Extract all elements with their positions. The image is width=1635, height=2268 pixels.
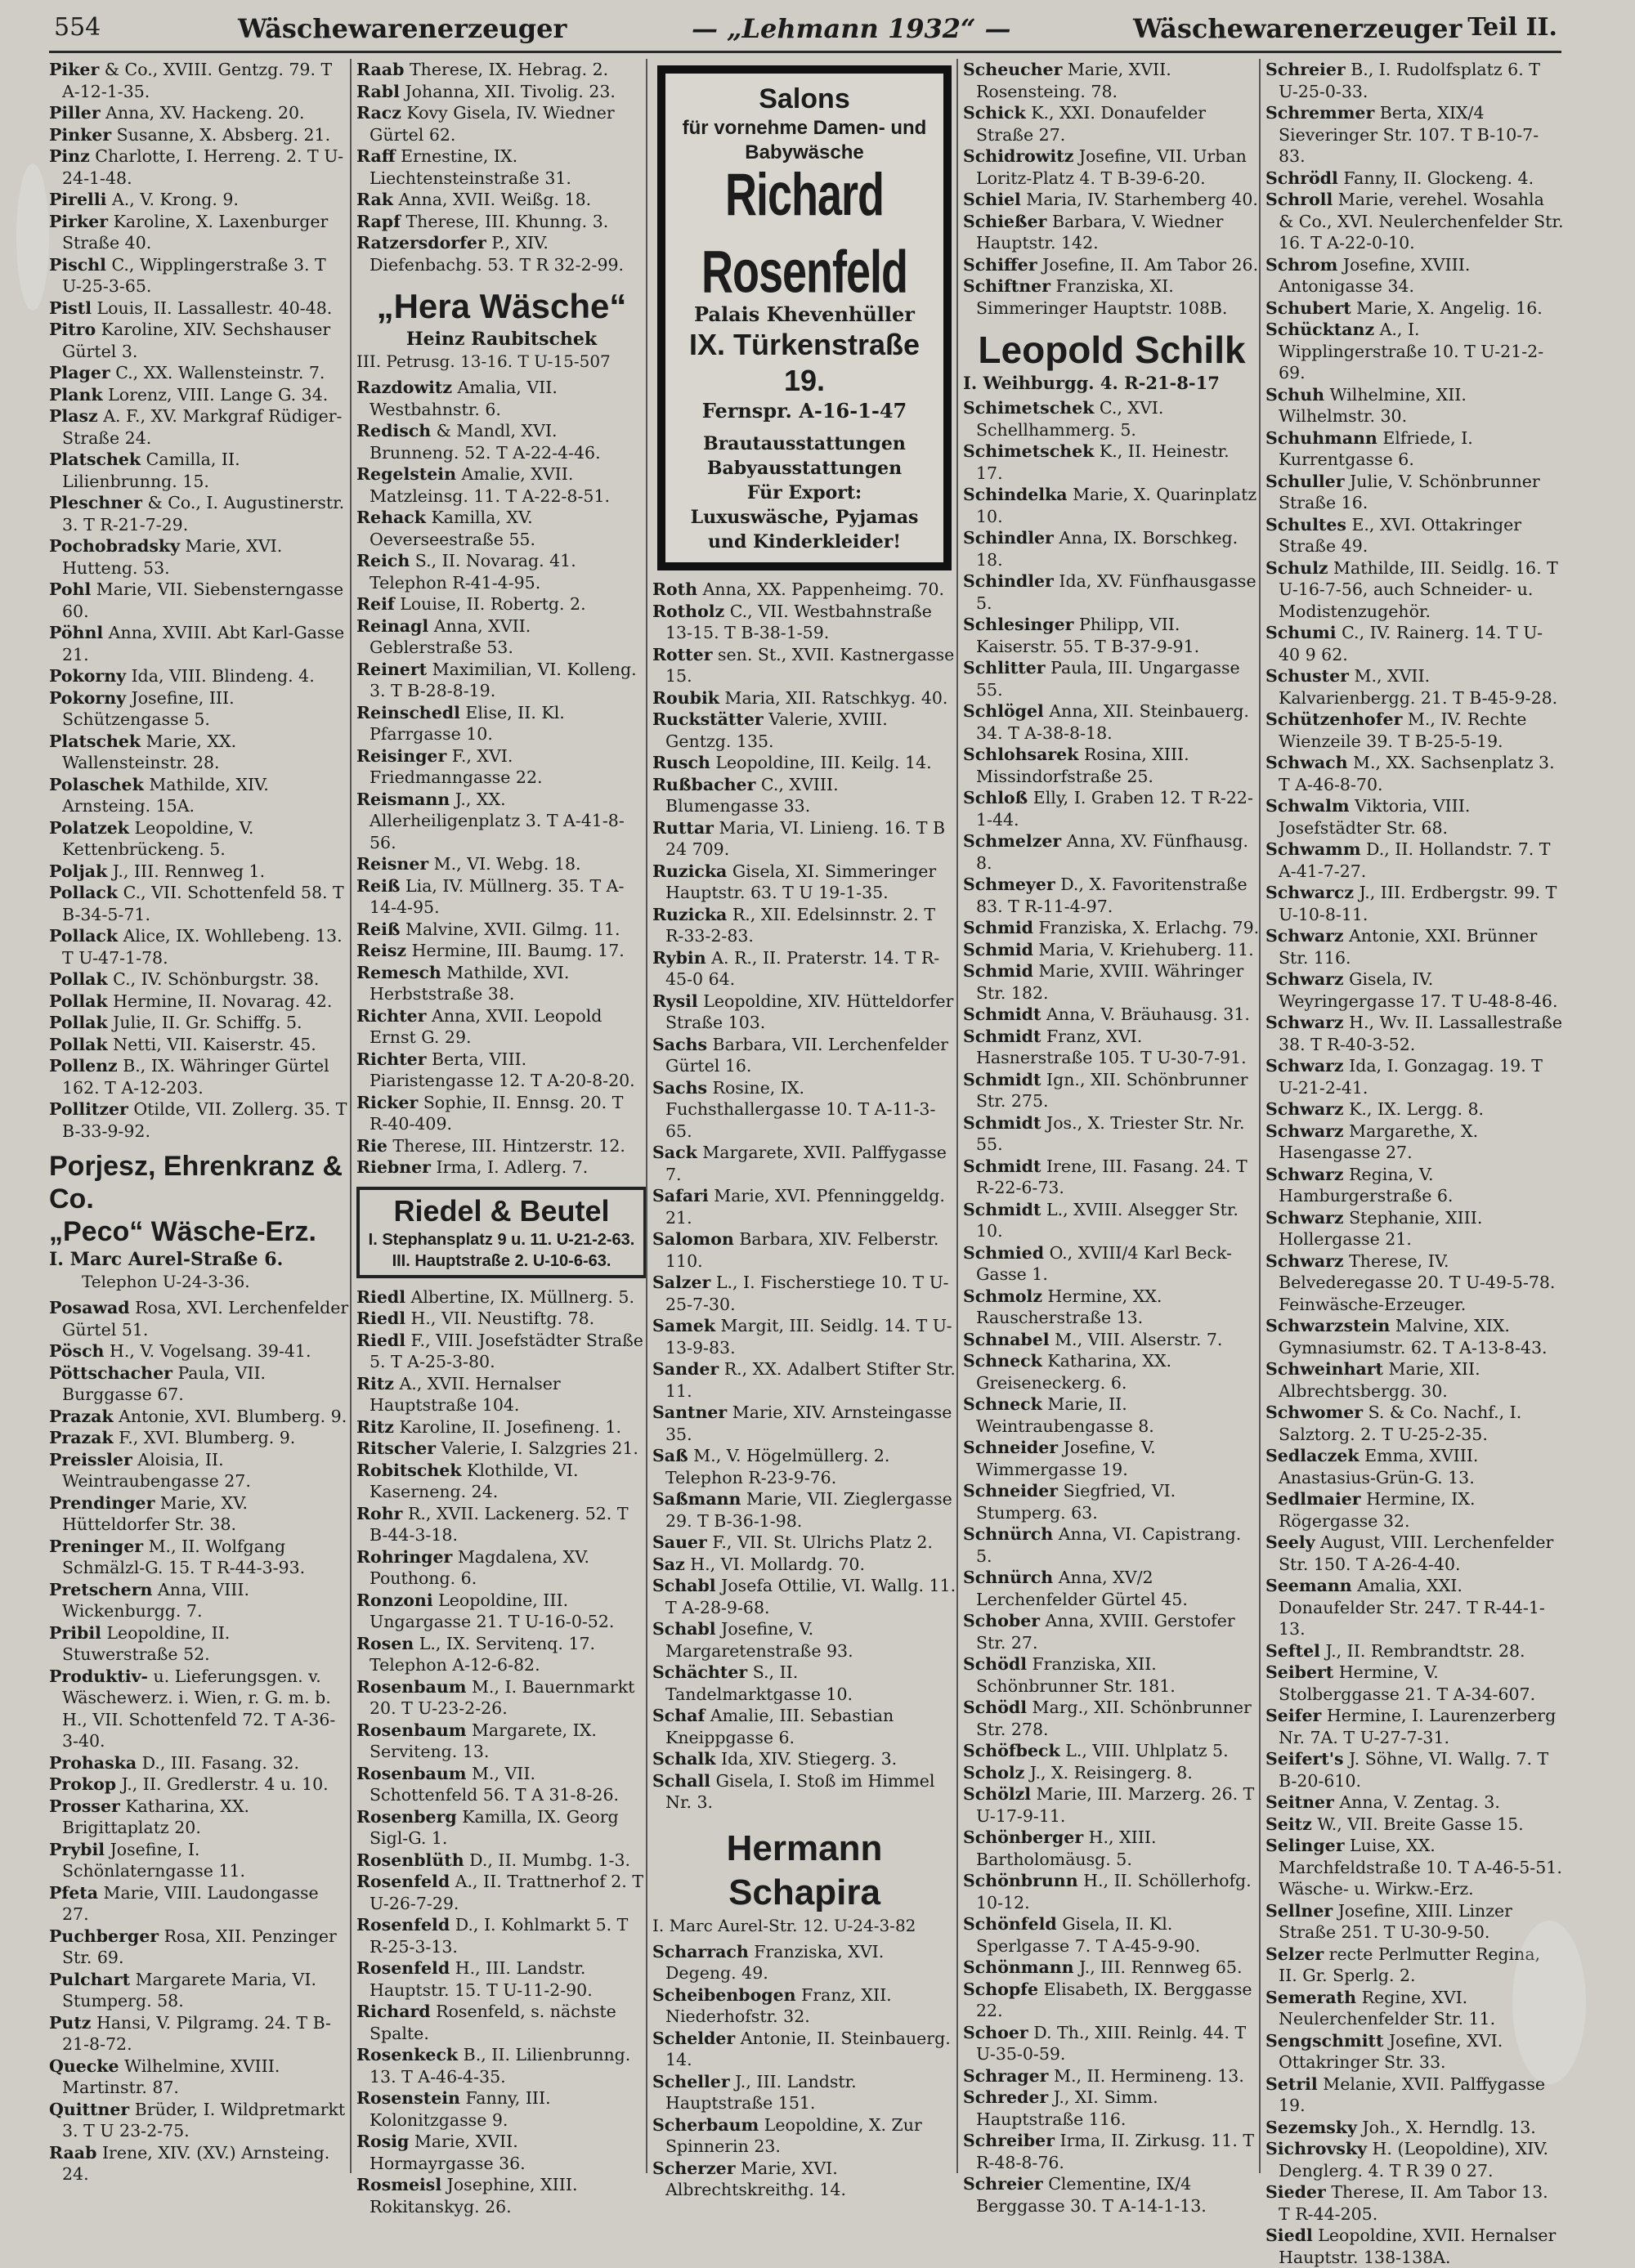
directory-entry: Pinker Susanne, X. Absberg. 21. [49, 124, 331, 145]
directory-entry: Schreiber Irma, II. Zirkusg. 11. T R-48-8-76. [963, 2131, 1255, 2172]
directory-entry: Schrager M., II. Hermineng. 13. [963, 2065, 1244, 2086]
directory-entry: Roubik Maria, XII. Ratschkyg. 40. [652, 687, 948, 708]
directory-entry: Rosmeisl Josephine, XIII. Rokitanskyg. 26. [356, 2175, 578, 2217]
ad-schapira-title: Hermann Schapira [726, 1827, 883, 1912]
directory-entry: Sichrovsky H. (Leopoldine), XIV. Denglerg. 4. T R 39 0 27. [1265, 2139, 1549, 2181]
directory-entry: Schulz Mathilde, III. Seidlg. 16. T U-16-7-56, auch Schneider- u. Modistenzugehör. [1265, 557, 1558, 621]
directory-entry: Ruckstätter Valerie, XVIII. Gentzg. 135. [652, 709, 888, 751]
ad-salons-line4: Brautausstattungen Babyausstattungen [703, 433, 906, 479]
directory-entry: Raff Ernestine, IX. Liechtensteinstraße 31. [356, 146, 571, 188]
directory-entry: Reif Louise, II. Robertg. 2. [356, 594, 586, 614]
page-number: 554 [54, 13, 101, 42]
directory-entry: Ritz A., XVII. Hernalser Hauptstraße 104. [356, 1373, 561, 1415]
directory-entry: Pirelli A., V. Krong. 9. [49, 190, 239, 209]
directory-entry: Semerath Regine, XVI. Neulerchenfelder Str. 11. [1265, 1987, 1496, 2029]
directory-entry: Schlohsarek Rosina, XIII. Missindorfstraße 25. [963, 745, 1189, 786]
ad-peco-line3: I. Marc Aurel-Straße 6. [49, 1249, 284, 1270]
directory-entry: Sander R., XX. Adalbert Stifter Str. 11. [652, 1359, 956, 1401]
directory-entry: Rie Therese, III. Hintzerstr. 12. [356, 1135, 625, 1156]
directory-entry: Schrödl Fanny, II. Glockeng. 4. [1265, 168, 1534, 188]
directory-entry: Schalk Ida, XIV. Stiegerg. 3. [652, 1749, 898, 1769]
directory-entry: Saß M., V. Högelmüllerg. 2. Telephon R-23-9-76. [652, 1446, 890, 1487]
directory-entry: Riedl H., VII. Neustiftg. 78. [356, 1308, 595, 1328]
directory-entry: Schmidt Anna, V. Bräuhausg. 31. [963, 1004, 1250, 1024]
directory-entry: Ruzicka R., XII. Edelsinnstr. 2. T R-33-2-83. [652, 904, 936, 946]
directory-entry: Sezemsky Joh., X. Herndlg. 13. [1265, 2117, 1536, 2137]
directory-entry: Platschek Camilla, II. Lilienbrunng. 15. [49, 450, 240, 491]
directory-entry: Remesch Mathilde, XVI. Herbststraße 38. [356, 962, 570, 1004]
directory-entry: Regelstein Amalie, XVII. Matzleinsg. 11. T A-22-8-51. [356, 464, 610, 506]
directory-entry: Ronzoni Leopoldine, III. Ungargasse 21. T U-16-0-52. [356, 1590, 615, 1631]
directory-entry: Schelder Antonie, II. Steinbauerg. 14. [652, 2028, 951, 2069]
directory-entry: Pistl Louis, II. Lassallestr. 40-48. [49, 297, 333, 318]
directory-entry: Schwarz Gisela, IV. Weyringergasse 17. T U-48-8-46. [1265, 969, 1558, 1011]
directory-entry: Putz Hansi, V. Pilgramg. 24. T B-21-8-72. [49, 2012, 331, 2054]
directory-entry: Rosenfeld H., III. Landstr. Hauptstr. 15. T U-11-2-90. [356, 1958, 593, 2000]
directory-entry: Polatzek Leopoldine, V. Kettenbrückeng. 5. [49, 817, 254, 859]
directory-entry: Schimetschek K., II. Heinestr. 17. [963, 441, 1230, 483]
directory-entry: Schwomer S. & Co. Nachf., I. Salztorg. 2. T U-25-2-35. [1265, 1402, 1522, 1444]
directory-entry: Seibert Hermine, V. Stolberggasse 21. T A-34-607. [1265, 1662, 1536, 1704]
directory-entry: Schölzl Marie, III. Marzerg. 26. T U-17-9-11. [963, 1784, 1255, 1826]
directory-entry: Platschek Marie, XX. Wallensteinstr. 28. [49, 731, 237, 772]
directory-entry: Redisch & Mandl, XVI. Brunneng. 52. T A-22-4-46. [356, 421, 601, 463]
directory-entry: Preninger M., II. Wolfgang Schmälzl-G. 15. T R-44-3-93. [49, 1536, 306, 1577]
directory-entry: Siedl Leopoldine, XVII. Hernalser Hauptstr. 138-138A. [1265, 2226, 1557, 2267]
directory-entry: Quittner Brüder, I. Wildpretmarkt 3. T U 23-2-75. [49, 2099, 346, 2141]
directory-entry: Sedlmaier Hermine, IX. Rögergasse 32. [1265, 1489, 1476, 1531]
directory-entry: Schwarz Antonie, XXI. Brünner Str. 116. [1265, 926, 1538, 968]
directory-entry: Salomon Barbara, XIV. Felberstr. 110. [652, 1229, 939, 1271]
directory-entry: Pischl C., Wipplingerstraße 3. T U-25-3-65. [49, 254, 326, 296]
directory-entry: Rußbacher C., XVIII. Blumengasse 33. [652, 774, 839, 816]
ad-hera-owner: Heinz Raubitschek [405, 329, 598, 350]
directory-entry: Seifer Hermine, I. Laurenzerberg Nr. 7A. T U-27-7-31. [1265, 1706, 1557, 1747]
header-center-title: — „Lehmann 1932“ — [692, 13, 1011, 44]
page-header [54, 8, 1557, 47]
directory-entry: Rysil Leopoldine, XIV. Hütteldorfer Straße 103. [652, 991, 954, 1032]
directory-entry: Rosenberg Kamilla, IX. Georg Sigl-G. 1. [356, 1806, 619, 1848]
directory-entry: Schwarz Margarethe, X. Hasengasse 27. [1265, 1121, 1479, 1162]
directory-entry: Puchberger Rosa, XII. Penzinger Str. 69. [49, 1926, 337, 1967]
directory-entry: Scherbaum Leopoldine, X. Zur Spinnerin 23. [652, 2114, 922, 2156]
directory-entry: Produktiv- u. Lieferungsgen. v. Wäschewerz. i. Wien, r. G. m. b. H., VII. Schottenfeld 72. T A-36-3-40. [49, 1666, 336, 1751]
directory-entry: Selinger Luise, XX. Marchfeldstraße 10. T A-46-5-51. Wäsche- u. Wirkw.-Erz. [1265, 1836, 1562, 1899]
directory-entry: Ritscher Valerie, I. Salzgries 21. [356, 1438, 638, 1458]
directory-entry: Schwarz Therese, IV. Belvederegasse 20. T U-49-5-78. Feinwäsche-Erzeuger. [1265, 1250, 1556, 1314]
ad-hera-address: III. Petrusg. 13-16. T U-15-507 [356, 351, 611, 371]
directory-entry: Schlögel Anna, XII. Steinbauerg. 34. T A-38-8-18. [963, 701, 1249, 743]
directory-entry: Ruttar Maria, VI. Linieng. 16. T B 24 709. [652, 817, 946, 859]
directory-entry: Pöttschacher Paula, VII. Burggasse 67. [49, 1362, 267, 1404]
directory-entry: Raab Irene, XIV. (XV.) Arnsteing. 24. [49, 2142, 330, 2184]
directory-entry: Scheibenbogen Franz, XII. Niederhofstr. 32. [652, 1984, 892, 2026]
directory-entry: Schreier B., I. Rudolfsplatz 6. T U-25-0-33. [1265, 60, 1540, 101]
directory-entry: Schiffer Josefine, II. Am Tabor 26. [963, 254, 1259, 275]
directory-entry: Reisz Hermine, III. Baumg. 17. [356, 941, 625, 960]
directory-entry: Schreder J., XI. Simm. Hauptstraße 116. [963, 2087, 1158, 2129]
directory-entry: Schreier Clementine, IX/4 Berggasse 30. T A-14-1-13. [963, 2174, 1207, 2216]
ad-salons-line1: Salons [759, 83, 850, 114]
directory-entry: Pollak Julie, II. Gr. Schiffg. 5. [49, 1013, 302, 1032]
directory-entry: Pleschner & Co., I. Augustinerstr. 3. T R-21-7-29. [49, 493, 345, 535]
directory-entry: Schiftner Franziska, XI. Simmeringer Hauptstr. 108B. [963, 276, 1228, 318]
directory-entry: Pochobradsky Marie, XVI. Hutteng. 53. [49, 536, 283, 578]
directory-entry: Piker & Co., XVIII. Gentzg. 79. T A-12-1-35. [49, 60, 333, 101]
directory-entry: Schnürch Anna, XV/2 Lerchenfelder Gürtel 45. [963, 1568, 1188, 1609]
directory-entry: Rabl Johanna, XII. Tivolig. 23. [356, 81, 616, 101]
directory-entry: Reich S., II. Novarag. 41. Telephon R-41-4-95. [356, 551, 576, 593]
directory-entry: Seemann Amalia, XXI. Donaufelder Str. 247. T R-44-1-13. [1265, 1576, 1545, 1639]
directory-entry: Sedlaczek Emma, XVIII. Anastasius-Grün-G. 13. [1265, 1446, 1479, 1487]
directory-entry: Seitz W., VII. Breite Gasse 15. [1265, 1814, 1524, 1834]
directory-entry: Schwalm Viktoria, VIII. Josefstädter Str. 68. [1265, 796, 1471, 838]
directory-entry: Schwarzstein Malvine, XIX. Gymnasiumstr. 62. T A-13-8-43. [1265, 1316, 1548, 1358]
directory-entry: Schönmann J., III. Rennweg 65. [963, 1957, 1243, 1977]
directory-entry: Pollack C., VII. Schottenfeld 58. T B-34-5-71. [49, 883, 344, 924]
directory-entry: Schidrowitz Josefine, VII. Urban Loritz-Platz 4. T B-39-6-20. [963, 146, 1247, 188]
directory-entry: Pribil Leopoldine, II. Stuwerstraße 52. [49, 1622, 231, 1664]
directory-entry: Seitner Anna, V. Zentag. 3. [1265, 1792, 1500, 1812]
directory-entry: Riedl F., VIII. Josefstädter Straße 5. T A-25-3-80. [356, 1330, 643, 1371]
directory-entry: Samek Margit, III. Seidlg. 14. T U-13-9-83. [652, 1316, 952, 1358]
directory-entry: Schwach M., XX. Sachsenplatz 3. T A-46-8-70. [1265, 753, 1555, 794]
directory-entry: Schützenhofer M., IV. Rechte Wienzeile 39. T B-25-5-19. [1265, 709, 1527, 751]
header-left-title: Wäschewarenerzeuger [238, 13, 567, 44]
directory-entry: Ricker Sophie, II. Ennsg. 20. T R-40-409. [356, 1092, 624, 1134]
directory-entry: Schmidt L., XVIII. Alsegger Str. 10. [963, 1199, 1239, 1241]
directory-entry: Rapf Therese, III. Khunng. 3. [356, 211, 609, 231]
directory-entry: Polaschek Mathilde, XIV. Arnsteing. 15A. [49, 774, 269, 816]
directory-entry: Saßmann Marie, VII. Zieglergasse 29. T B-36-1-98. [652, 1489, 952, 1531]
directory-entry: Schiel Maria, IV. Starhemberg 40. [963, 190, 1258, 209]
directory-entry: Schücktanz A., I. Wipplingerstraße 10. T U-21-2-69. [1265, 320, 1544, 382]
ad-salons-line3: Palais Khevenhüller [694, 302, 915, 326]
directory-entry: Rosig Marie, XVII. Hormayrgasse 36. [356, 2132, 526, 2173]
directory-entry: Scharrach Franziska, XVI. Degeng. 49. [652, 1941, 885, 1983]
directory-entry: Rotter sen. St., XVII. Kastnergasse 15. [652, 644, 955, 686]
directory-entry: Prazak F., XVI. Blumberg. 9. [49, 1428, 296, 1447]
directory-entry: Schöfbeck L., VIII. Uhlplatz 5. [963, 1741, 1229, 1760]
directory-entry: Schubert Marie, X. Angelig. 16. [1265, 297, 1543, 318]
paper-scuff [16, 163, 49, 311]
directory-entry: Pokorny Ida, VIII. Blindeng. 4. [49, 666, 315, 686]
directory-entry: Schuhmann Elfriede, I. Kurrentgasse 6. [1265, 427, 1473, 469]
directory-entry: Schmied O., XVIII/4 Karl Beck-Gasse 1. [963, 1242, 1232, 1284]
directory-entry: Pitro Karoline, XIV. Sechshauser Gürtel 3. [49, 320, 331, 361]
directory-entry: Pöhnl Anna, XVIII. Abt Karl-Gasse 21. [49, 623, 345, 664]
ad-schilk-title: Leopold Schilk [978, 329, 1246, 371]
directory-entry: Schindelka Marie, X. Quarinplatz 10. [963, 485, 1257, 526]
column-4 [956, 59, 1261, 2216]
ad-riedel-line1: I. Stephansplatz 9 u. 11. U-21-2-63. [368, 1230, 635, 1249]
directory-entry: Seely August, VIII. Lerchenfelder Str. 150. T A-26-4-40. [1265, 1532, 1554, 1574]
ad-salons-line2: für vornehme Damen- und Babywäsche [682, 117, 927, 163]
directory-entry: Pretschern Anna, VIII. Wickenburgg. 7. [49, 1579, 250, 1621]
directory-entry: Safari Marie, XVI. Pfenninggeldg. 21. [652, 1186, 945, 1228]
directory-entry: Schmid Marie, XVIII. Währinger Str. 182. [963, 961, 1244, 1003]
directory-entry: Seifert's J. Söhne, VI. Wallg. 7. T B-20-610. [1265, 1749, 1549, 1791]
header-part: Teil II. [1467, 13, 1557, 42]
directory-entry: Rusch Leopoldine, III. Keilg. 14. [652, 753, 932, 772]
directory-entry: Reiß Lia, IV. Müllnerg. 35. T A-14-4-95. [356, 875, 625, 917]
directory-entry: Schloß Elly, I. Graben 12. T R-22-1-44. [963, 788, 1253, 830]
directory-entry: Robitschek Klothilde, VI. Kaserneng. 24. [356, 1460, 579, 1501]
ad-riedel [356, 1187, 647, 1278]
directory-entry: Schwarz Ida, I. Gonzagag. 19. T U-21-2-41. [1265, 1056, 1543, 1098]
directory-entry: Rosenkeck B., II. Lilienbrunng. 13. T A-46-4-35. [356, 2045, 631, 2087]
directory-entry: Rohringer Magdalena, XV. Pouthong. 6. [356, 1546, 589, 1588]
directory-entry: Schönfeld Gisela, II. Kl. Sperlgasse 7. T A-45-9-90. [963, 1914, 1201, 1956]
header-rule [49, 51, 1561, 53]
directory-entry: Scholz J., X. Reisingerg. 8. [963, 1762, 1193, 1783]
directory-entry: Roth Anna, XX. Pappenheimg. 70. [652, 579, 945, 599]
directory-entry: Sauer F., VII. St. Ulrichs Platz 2. [652, 1532, 933, 1552]
directory-entry: Pollak C., IV. Schönburgstr. 38. [49, 969, 320, 989]
directory-entry: Rosen L., IX. Servitenq. 17. Telephon A-12-6-82. [356, 1633, 596, 1675]
directory-entry: Reisner M., VI. Webg. 18. [356, 854, 581, 874]
directory-entry: Schnabel M., VIII. Alserstr. 7. [963, 1329, 1223, 1349]
ad-salons-address: IX. Türkenstraße 19. [688, 328, 921, 397]
directory-entry: Raab Therese, IX. Hebrag. 2. [356, 60, 609, 79]
directory-entry: Schwarz H., Wv. II. Lassallestraße 38. T R-40-3-52. [1265, 1013, 1562, 1054]
ad-riedel-line2: III. Hauptstraße 2. U-10-6-63. [392, 1251, 611, 1270]
directory-entry: Schindler Ida, XV. Fünfhausgasse 5. [963, 571, 1256, 613]
ad-salons-inner [665, 74, 943, 562]
directory-entry: Schmidt Irene, III. Fasang. 24. T R-22-6-73. [963, 1156, 1248, 1197]
directory-entry: Sieder Therese, II. Am Tabor 13. T R-44-205. [1265, 2182, 1548, 2224]
directory-entry: Riedl Albertine, IX. Müllnerg. 5. [356, 1286, 634, 1307]
directory-entry: Richter Anna, XVII. Leopold Ernst G. 29. [356, 1005, 602, 1047]
directory-entry: Schuster M., XVII. Kalvarienbergg. 21. T B-45-9-28. [1265, 666, 1558, 708]
directory-entry: Schmidt Franz, XVI. Hasnerstraße 105. T U-30-7-91. [963, 1026, 1247, 1067]
directory-entry: Schmidt Jos., X. Triester Str. Nr. 55. [963, 1112, 1245, 1154]
directory-entry: Schmolz Hermine, XX. Rauscherstraße 13. [963, 1286, 1162, 1327]
directory-entry: Posawad Rosa, XVI. Lerchenfelder Gürtel 51. [49, 1298, 349, 1340]
directory-entry: Richter Berta, VIII. Piaristengasse 12. T A-20-8-20. [356, 1049, 635, 1090]
directory-entry: Pfeta Marie, VIII. Laudongasse 27. [49, 1882, 319, 1924]
ad-peco [49, 1150, 350, 1292]
directory-entry: Rosenstein Fanny, III. Kolonitzgasse 9. [356, 2088, 551, 2130]
directory-entry: Schwarz Stephanie, XIII. Hollergasse 21. [1265, 1207, 1483, 1249]
directory-entry: Selzer recte Perlmutter Regina, II. Gr. Sperlg. 2. [1265, 1944, 1541, 1985]
directory-entry: Schopfe Elisabeth, IX. Berggasse 22. [963, 1979, 1252, 2020]
directory-entry: Ruzicka Gisela, XI. Simmeringer Hauptstr. 63. T U 19-1-35. [652, 861, 937, 902]
directory-entry: Pohl Marie, VII. Siebensterngasse 60. [49, 579, 344, 621]
directory-entry: Schuh Wilhelmine, XII. Wilhelmstr. 30. [1265, 384, 1467, 426]
column-2 [350, 59, 647, 2217]
directory-entry: Ratzersdorfer P., XIV. Diefenbachg. 53. T R 32-2-99. [356, 233, 625, 275]
directory-entry: Schächter S., II. Tandelmarktgasse 10. [652, 1662, 853, 1704]
directory-entry: Preissler Aloisia, II. Weintraubengasse 27. [49, 1449, 251, 1491]
directory-entry: Scheller J., III. Landstr. Hauptstraße 151. [652, 2071, 857, 2113]
directory-entry: Schönberger H., XIII. Bartholomäusg. 5. [963, 1827, 1157, 1869]
directory-entry: Scherzer Marie, XVI. Albrechtskreithg. 14. [652, 2158, 846, 2199]
directory-entry: Pollak Netti, VII. Kaiserstr. 45. [49, 1034, 316, 1054]
directory-entry: Schimetschek C., XVI. Schellhammerg. 5. [963, 398, 1164, 440]
ad-salons-name: Richard Rosenfeld [701, 162, 908, 306]
directory-entry: Schweinhart Marie, XII. Albrechtsbergg. 30. [1265, 1359, 1480, 1401]
directory-entry: Plager C., XX. Wallensteinstr. 7. [49, 363, 325, 382]
directory-entry: Rosenfeld A., II. Trattnerhof 2. T U-26-7-29. [356, 1872, 643, 1913]
directory-entry: Seftel J., II. Rembrandtstr. 28. [1265, 1640, 1525, 1661]
directory-entry: Schmelzer Anna, XV. Fünfhausg. 8. [963, 831, 1249, 873]
directory-entry: Schlitter Paula, III. Ungargasse 55. [963, 658, 1240, 700]
directory-entry: Schmid Maria, V. Kriehuberg. 11. [963, 939, 1254, 960]
directory-entry: Setril Melanie, XVII. Palffygasse 19. [1265, 2073, 1545, 2115]
directory-entry: Pollitzer Otilde, VII. Zollerg. 35. T B-33-9-92. [49, 1099, 347, 1141]
ad-salons-line6: Luxuswäsche, Pyjamas und Kinderkleider! [690, 507, 919, 552]
directory-entry: Sachs Rosine, IX. Fuchsthallergasse 10. T A-11-3-65. [652, 1077, 936, 1141]
ad-schapira-address: I. Marc Aurel-Str. 12. U-24-3-82 [652, 1915, 916, 1935]
directory-entry: Schneider Siegfried, VI. Stumperg. 63. [963, 1481, 1176, 1523]
directory-entry: Schrom Josefine, XVIII. Antonigasse 34. [1265, 254, 1471, 296]
directory-entry: Plank Lorenz, VIII. Lange G. 34. [49, 384, 329, 405]
ad-schapira [652, 1827, 956, 1936]
directory-entry: Sack Margarete, XVII. Palffygasse 7. [652, 1143, 947, 1184]
ad-peco-line4: Telephon U-24-3-36. [82, 1272, 250, 1291]
directory-entry: Reiß Malvine, XVII. Gilmg. 11. [356, 919, 620, 939]
ad-schilk [963, 327, 1261, 394]
directory-entry: Schumi C., IV. Rainerg. 14. T U-40 9 62. [1265, 623, 1543, 664]
directory-entry: Plasz A. F., XV. Markgraf Rüdiger-Straße 24. [49, 406, 343, 448]
directory-entry: Reisinger F., XVI. Friedmanngasse 22. [356, 745, 543, 787]
directory-entry: Riebner Irma, I. Adlerg. 7. [356, 1157, 589, 1177]
directory-entry: Prazak Antonie, XVI. Blumberg. 9. [49, 1406, 347, 1426]
directory-entry: Rosenbaum Margarete, IX. Serviteng. 13. [356, 1720, 597, 1761]
directory-entry: Saz H., VI. Mollardg. 70. [652, 1554, 865, 1574]
directory-entry: Schultes E., XVI. Ottakringer Straße 49. [1265, 514, 1522, 556]
directory-entry: Schabl Josefa Ottilie, VI. Wallg. 11. T A-28-9-68. [652, 1576, 956, 1617]
directory-entry: Quecke Wilhelmine, XVIII. Martinstr. 87. [49, 2056, 280, 2097]
directory-entry: Prokop J., II. Gredlerstr. 4 u. 10. [49, 1774, 329, 1794]
directory-entry: Reinagl Anna, XVII. Geblerstraße 53. [356, 615, 531, 657]
directory-entry: Richard Rosenfeld, s. nächste Spalte. [356, 2002, 616, 2043]
directory-entry: Rosenblüth D., II. Mumbg. 1-3. [356, 1850, 631, 1870]
directory-entry: Sellner Josefine, XIII. Linzer Straße 251. T U-30-9-50. [1265, 1900, 1512, 1942]
directory-entry: Schwarz Regina, V. Hamburgerstraße 6. [1265, 1164, 1454, 1206]
directory-entry: Schönbrunn H., II. Schöllerhofg. 10-12. [963, 1871, 1252, 1912]
directory-entry: Rohr R., XVII. Lackenerg. 52. T B-44-3-18. [356, 1503, 629, 1545]
ad-salons [657, 65, 952, 570]
directory-entry: Pulchart Margarete Maria, VI. Stumperg. 58. [49, 1969, 316, 2011]
directory-entry: Prendinger Marie, XV. Hütteldorfer Str. 38. [49, 1492, 248, 1534]
column-5 [1259, 59, 1564, 2267]
ad-hera [356, 285, 647, 372]
directory-entry: Schmidt Ign., XII. Schönbrunner Str. 275. [963, 1069, 1248, 1111]
directory-entry: Pirker Karoline, X. Laxenburger Straße 40. [49, 211, 329, 253]
directory-entry: Scheucher Marie, XVII. Rosensteing. 78. [963, 60, 1171, 101]
column-3 [646, 59, 956, 2199]
directory-entry: Schneck Katharina, XX. Greiseneckerg. 6. [963, 1351, 1172, 1393]
directory-entry: Schabl Josefine, V. Margaretenstraße 93. [652, 1619, 853, 1661]
ad-salons-line5: Für Export: [746, 482, 862, 503]
directory-entry: Salzer L., I. Fischerstiege 10. T U-25-7-30. [652, 1273, 949, 1314]
directory-entry: Schwarz K., IX. Lergg. 8. [1265, 1099, 1485, 1119]
directory-entry: Rybin A. R., II. Praterstr. 14. T R-45-0 64. [652, 947, 940, 989]
directory-entry: Ritz Karoline, II. Josefineng. 1. [356, 1416, 621, 1437]
directory-entry: Pösch H., V. Vogelsang. 39-41. [49, 1341, 311, 1361]
ad-peco-line1: Porjesz, Ehrenkranz & Co. [49, 1151, 343, 1215]
directory-entry: Poljak J., III. Rennweg 1. [49, 861, 266, 881]
directory-entry: Piller Anna, XV. Hackeng. 20. [49, 103, 305, 123]
directory-entry: Schroll Marie, verehel. Wosahla & Co., XVI. Neulerchenfelder Str. 16. T A-22-0-10. [1265, 190, 1564, 253]
directory-entry: Rosenbaum M., VII. Schottenfeld 56. T A 31-8-26. [356, 1763, 620, 1805]
column-1 [49, 59, 350, 2184]
directory-entry: Schödl Franziska, XII. Schönbrunner Str. 181. [963, 1654, 1176, 1696]
directory-entry: Santner Marie, XIV. Arnsteingasse 35. [652, 1402, 952, 1444]
directory-entry: Rosenbaum M., I. Bauernmarkt 20. T U-23-2-26. [356, 1676, 635, 1718]
directory-entry: Sengschmitt Josefine, XVI. Ottakringer Str. 33. [1265, 2030, 1503, 2072]
directory-entry: Rehack Kamilla, XV. Oeverseestraße 55. [356, 508, 535, 549]
directory-entry: Schwarcz J., III. Erdbergstr. 99. T U-10-8-11. [1265, 883, 1557, 924]
directory-entry: Prosser Katharina, XX. Brigittaplatz 20. [49, 1796, 250, 1837]
directory-entry: Schaf Amalie, III. Sebastian Kneippgasse 6. [652, 1706, 894, 1747]
ad-schilk-address: I. Weihburgg. 4. R-21-8-17 [963, 373, 1220, 393]
directory-entry: Schuller Julie, V. Schönbrunner Straße 16. [1265, 471, 1540, 512]
directory-entry: Schremmer Berta, XIX/4 Sieveringer Str. 107. T B-10-7-83. [1265, 103, 1539, 166]
ad-riedel-title: Riedel & Beutel [393, 1193, 610, 1228]
directory-entry: Schießer Barbara, V. Wiedner Hauptstr. 142. [963, 211, 1224, 253]
directory-entry: Reismann J., XX. Allerheiligenplatz 3. T A-41-8-56. [356, 789, 625, 852]
directory-entry: Schick K., XXI. Donaufelder Straße 27. [963, 103, 1207, 145]
directory-entry: Sachs Barbara, VII. Lerchenfelder Gürtel 16. [652, 1034, 948, 1076]
directory-entry: Racz Kovy Gisela, IV. Wiedner Gürtel 62. [356, 103, 615, 145]
directory-entry: Schall Gisela, I. Stoß im Himmel Nr. 3. [652, 1770, 935, 1812]
directory-entry: Schneider Josefine, V. Wimmergasse 19. [963, 1438, 1156, 1479]
directory-entry: Pokorny Josefine, III. Schützengasse 5. [49, 687, 235, 729]
header-right-title: Wäschewarenerzeuger [1133, 13, 1463, 44]
directory-entry: Schwamm D., II. Hollandstr. 7. T A-41-7-27. [1265, 839, 1551, 881]
directory-entry: Schnürch Anna, VI. Capistrang. 5. [963, 1524, 1242, 1566]
directory-entry: Schödl Marg., XII. Schönbrunner Str. 278. [963, 1698, 1252, 1739]
directory-entry: Schneck Marie, II. Weintraubengasse 8. [963, 1394, 1154, 1436]
directory-entry: Prybil Josefine, I. Schönlaterngasse 11. [49, 1839, 246, 1881]
directory-entry: Pollack Alice, IX. Wohllebeng. 13. T U-47-1-78. [49, 926, 343, 968]
directory-entry: Schober Anna, XVIII. Gerstofer Str. 27. [963, 1611, 1235, 1653]
ad-salons-phone: Fernspr. A-16-1-47 [701, 399, 907, 423]
directory-entry: Rotholz C., VII. Westbahnstraße 13-15. T B-38-1-59. [652, 601, 932, 642]
directory-entry: Schindler Anna, IX. Borschkeg. 18. [963, 528, 1239, 570]
directory-entry: Reinert Maximilian, VI. Kolleng. 3. T B-28-8-19. [356, 659, 637, 700]
directory-entry: Schoer D. Th., XIII. Reinlg. 44. T U-35-0-59. [963, 2022, 1247, 2064]
directory-entry: Rosenfeld D., I. Kohlmarkt 5. T R-25-3-13. [356, 1915, 629, 1957]
directory-entry: Schlesinger Philipp, VII. Kaiserstr. 55. T B-37-9-91. [963, 615, 1200, 656]
directory-entry: Pollak Hermine, II. Novarag. 42. [49, 991, 333, 1011]
ad-peco-line2: „Peco“ Wäsche-Erz. [49, 1216, 316, 1247]
directory-entry: Pollenz B., IX. Währinger Gürtel 162. T A-12-203. [49, 1056, 329, 1098]
directory-entry: Rak Anna, XVII. Weißg. 18. [356, 190, 592, 209]
directory-entry: Schmid Franziska, X. Erlachg. 79. [963, 918, 1260, 937]
directory-entry: Razdowitz Amalia, VII. Westbahnstr. 6. [356, 378, 558, 419]
ad-hera-title: „Hera Wäsche“ [376, 287, 627, 325]
directory-entry: Reinschedl Elise, II. Kl. Pfarrgasse 10. [356, 702, 565, 744]
directory-entry: Prohaska D., III. Fasang. 32. [49, 1752, 299, 1773]
directory-entry: Pinz Charlotte, I. Herreng. 2. T U-24-1-48. [49, 146, 344, 188]
directory-entry: Schmeyer D., X. Favoritenstraße 83. T R-11-4-97. [963, 875, 1248, 916]
